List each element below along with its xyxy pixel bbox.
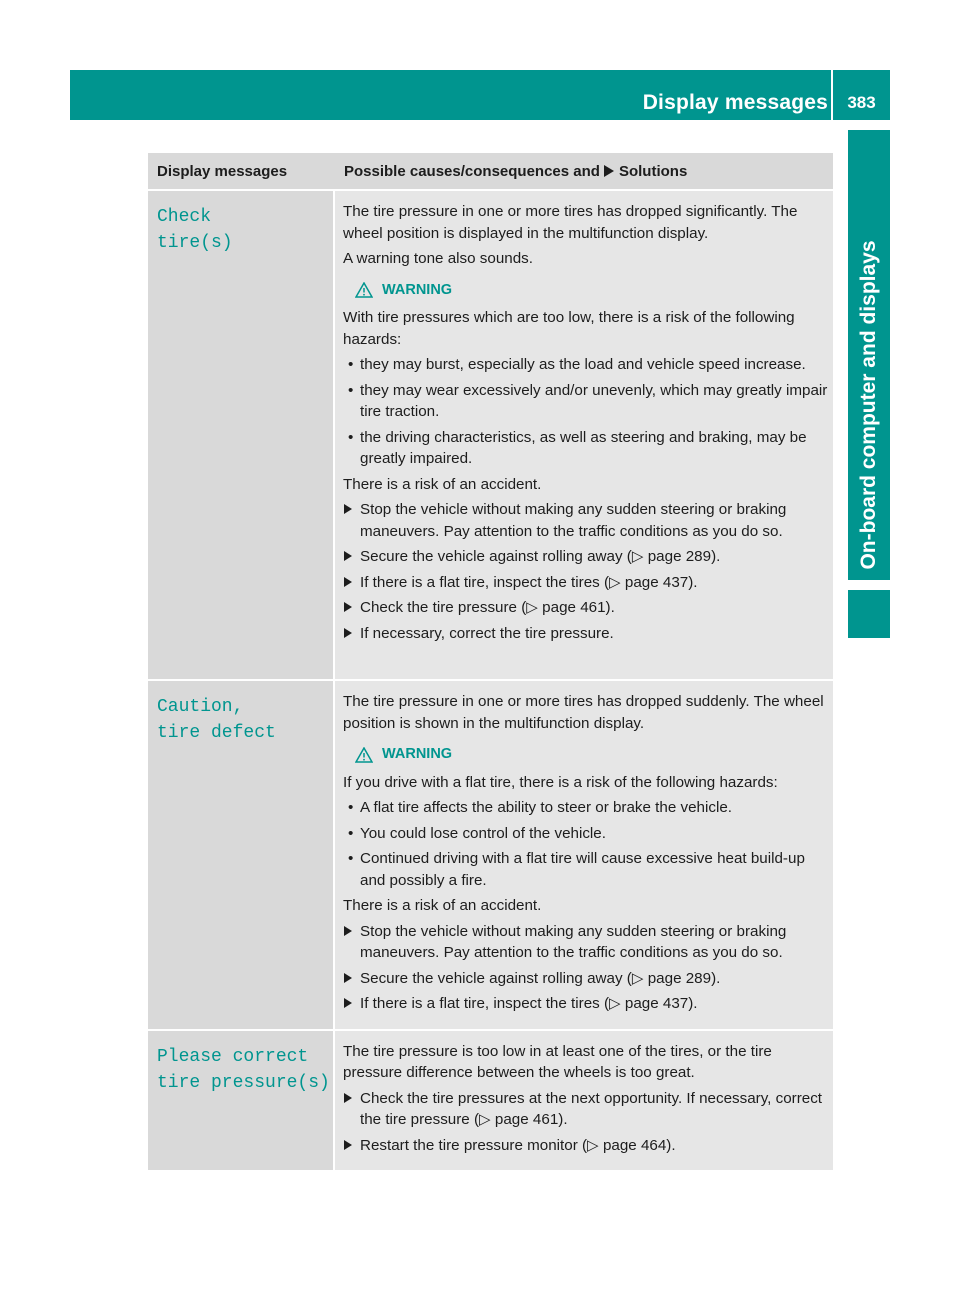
causes-solutions-cell <box>335 191 833 679</box>
col-solutions-label: Solutions <box>618 162 688 180</box>
description-text: The tire pressure is too low in at least one of the tires, or the tire pressure difference between the wheels is too great. <box>343 1042 772 1081</box>
step-arrow-icon <box>344 628 352 638</box>
step-text: Stop the vehicle without making any sudden steering or braking maneuvers. Pay attention to the traffic conditions as you do so. <box>360 922 787 961</box>
table-row <box>148 1029 833 1171</box>
warning-text: If you drive with a flat tire, there is a risk of the following hazards: <box>343 773 778 791</box>
page-header <box>70 70 890 120</box>
warning-label: WARNING <box>382 746 453 762</box>
description-text: The tire pressure in one or more tires has dropped significantly. The wheel position is displayed in the multifunction display. <box>343 203 798 242</box>
step-arrow-icon <box>344 998 352 1008</box>
warning-heading <box>355 744 829 766</box>
warning-label: WARNING <box>382 281 453 298</box>
display-message-line: tire pressure(s) <box>157 1072 330 1093</box>
step-arrow-icon <box>344 926 352 936</box>
causes-solutions-cell <box>335 681 833 1029</box>
display-message-line: tire defect <box>157 723 276 743</box>
hazard-text: You could lose control of the vehicle. <box>360 824 606 842</box>
bullet-icon: • <box>348 381 354 399</box>
description-text: The tire pressure in one or more tires has dropped suddenly. The wheel position is shown in the multifunction display. <box>343 693 824 732</box>
risk-text: There is a risk of an accident. <box>343 475 542 493</box>
section-marker <box>848 590 890 638</box>
risk-text: There is a risk of an accident. <box>343 897 542 914</box>
table-row <box>148 189 833 679</box>
warning-text: With tire pressures which are too low, there is a risk of the following hazards: <box>343 309 795 348</box>
display-message-line: Please correct <box>157 1046 309 1067</box>
solution-step <box>343 1088 829 1131</box>
col-causes-solutions <box>337 163 687 180</box>
hazard-text: they may burst, especially as the load and vehicle speed increase. <box>360 356 806 373</box>
solution-step <box>343 1135 829 1157</box>
hazard-bullet <box>343 354 829 376</box>
display-message <box>148 681 335 1029</box>
display-message <box>148 1031 335 1171</box>
bullet-icon: • <box>348 799 354 816</box>
step-text: If there is a flat tire, inspect the tires (▷ page 437). <box>360 995 698 1012</box>
table-row <box>148 679 833 1029</box>
hazard-text: A flat tire affects the ability to steer or brake the vehicle. <box>360 799 733 816</box>
hazard-text: Continued driving with a flat tire will cause excessive heat build-up and possibly a fire. <box>360 850 805 889</box>
bullet-icon: • <box>348 824 354 842</box>
solution-step <box>343 968 829 990</box>
display-message-line: Caution, <box>157 697 244 717</box>
page-number: 383 <box>847 93 876 112</box>
step-arrow-icon <box>344 551 352 561</box>
display-message-line: Check <box>157 207 212 227</box>
step-text: Secure the vehicle against rolling away (▷ page 289). <box>360 969 721 987</box>
hazard-bullet <box>343 848 829 891</box>
hazard-bullet <box>343 823 829 845</box>
display-message <box>148 191 335 679</box>
warning-heading <box>355 280 829 302</box>
step-text: Secure the vehicle against rolling away (▷ page 289). <box>360 548 721 565</box>
arrow-right-icon <box>604 165 614 177</box>
solution-step <box>343 499 829 542</box>
col-causes-label: Possible causes/consequences and <box>344 162 600 180</box>
solution-step <box>343 993 829 1015</box>
step-text: Check the tire pressure (▷ page 461). <box>360 599 615 616</box>
bullet-icon: • <box>348 356 354 373</box>
solution-step <box>343 623 829 645</box>
hazard-bullet <box>343 797 829 819</box>
table-header <box>148 153 833 189</box>
step-arrow-icon <box>344 1093 352 1103</box>
bullet-icon: • <box>348 428 354 446</box>
solution-step <box>343 921 829 964</box>
step-arrow-icon <box>344 504 352 514</box>
hazard-bullet <box>343 427 829 470</box>
causes-solutions-cell <box>335 1031 833 1171</box>
warning-icon <box>355 282 382 298</box>
step-text: Check the tire pressures at the next opportunity. If necessary, correct the tire pressure (▷ page 461). <box>360 1089 823 1128</box>
warning-icon <box>355 747 382 763</box>
step-text: Restart the tire pressure monitor (▷ page 464). <box>360 1136 676 1154</box>
step-arrow-icon <box>344 1140 352 1150</box>
step-text: Stop the vehicle without making any sudden steering or braking maneuvers. Pay attention to the traffic conditions as you do so. <box>360 501 787 540</box>
section-title: On-board computer and displays <box>857 240 880 570</box>
solution-step <box>343 597 829 619</box>
solution-step <box>343 546 829 568</box>
bullet-icon: • <box>348 850 354 867</box>
step-text: If there is a flat tire, inspect the tires (▷ page 437). <box>360 573 698 591</box>
step-arrow-icon <box>344 973 352 983</box>
solution-step <box>343 572 829 594</box>
hazard-bullet <box>343 380 829 423</box>
col-display-messages: Display messages <box>157 162 288 180</box>
hazard-text: the driving characteristics, as well as steering and braking, may be greatly impaired. <box>360 428 807 467</box>
step-arrow-icon <box>344 602 352 612</box>
hazard-text: they may wear excessively and/or unevenly, which may greatly impair tire traction. <box>360 381 828 420</box>
description-text: A warning tone also sounds. <box>343 250 533 267</box>
step-arrow-icon <box>344 577 352 587</box>
display-message-line: tire(s) <box>157 233 233 253</box>
header-title: Display messages <box>642 91 828 114</box>
step-text: If necessary, correct the tire pressure. <box>360 624 614 642</box>
display-messages-table <box>148 153 833 1170</box>
